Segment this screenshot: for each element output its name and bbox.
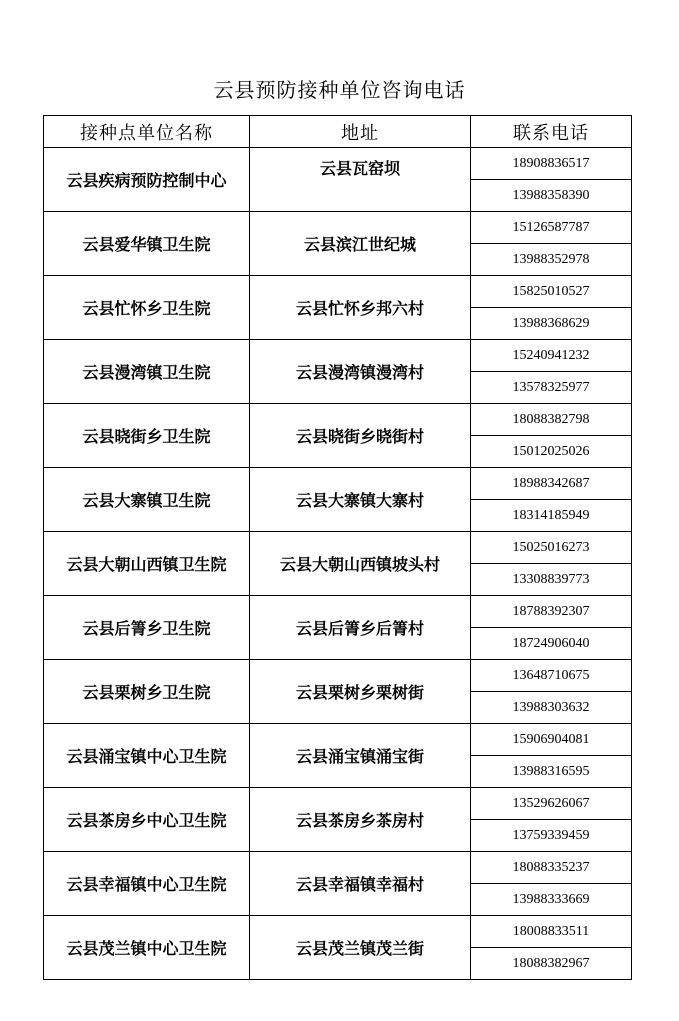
header-phone: 联系电话 [471, 116, 632, 148]
table-row [44, 596, 632, 628]
phone-cell: 15126587787 [471, 212, 632, 244]
unit-name-cell: 云县忙怀乡卫生院 [44, 276, 250, 340]
phone-cell: 18088382967 [471, 948, 632, 980]
phone-cell: 15825010527 [471, 276, 632, 308]
phone-cell: 13578325977 [471, 372, 632, 404]
phone-cell: 13988358390 [471, 180, 632, 212]
phone-cell: 13308839773 [471, 564, 632, 596]
unit-name-cell: 云县幸福镇中心卫生院 [44, 852, 250, 916]
phone-cell: 13988333669 [471, 884, 632, 916]
unit-name-cell: 云县茶房乡中心卫生院 [44, 788, 250, 852]
phone-cell: 13988368629 [471, 308, 632, 340]
address-cell: 云县后箐乡后箐村 [250, 596, 471, 660]
address-cell: 云县滨江世纪城 [250, 212, 471, 276]
phone-cell: 18988342687 [471, 468, 632, 500]
unit-name-cell: 云县晓街乡卫生院 [44, 404, 250, 468]
unit-name-cell: 云县疾病预防控制中心 [44, 148, 250, 212]
unit-name-cell: 云县后箐乡卫生院 [44, 596, 250, 660]
address-cell: 云县幸福镇幸福村 [250, 852, 471, 916]
address-cell: 云县栗树乡栗树街 [250, 660, 471, 724]
header-row [44, 116, 632, 148]
address-cell: 云县涌宝镇涌宝街 [250, 724, 471, 788]
document-title: 云县预防接种单位咨询电话 [213, 78, 466, 102]
address-cell: 云县忙怀乡邦六村 [250, 276, 471, 340]
table-row [44, 660, 632, 692]
header-address: 地址 [250, 116, 471, 148]
table-row [44, 404, 632, 436]
unit-name-cell: 云县漫湾镇卫生院 [44, 340, 250, 404]
table-row [44, 340, 632, 372]
phone-cell: 18908836517 [471, 148, 632, 180]
phone-cell: 15906904081 [471, 724, 632, 756]
phone-cell: 13529626067 [471, 788, 632, 820]
phone-cell: 18724906040 [471, 628, 632, 660]
phone-cell: 15240941232 [471, 340, 632, 372]
address-cell: 云县大寨镇大寨村 [250, 468, 471, 532]
address-cell: 云县瓦窑坝 [250, 148, 471, 212]
table-row [44, 852, 632, 884]
table-row [44, 532, 632, 564]
address-cell: 云县漫湾镇漫湾村 [250, 340, 471, 404]
address-cell: 云县晓街乡晓街村 [250, 404, 471, 468]
table-row [44, 212, 632, 244]
phone-cell: 13988352978 [471, 244, 632, 276]
table-row [44, 276, 632, 308]
contact-table [43, 115, 632, 980]
header-unit-name: 接种点单位名称 [44, 116, 250, 148]
address-cell: 云县大朝山西镇坡头村 [250, 532, 471, 596]
table-row [44, 788, 632, 820]
phone-cell: 15012025026 [471, 436, 632, 468]
table-row [44, 468, 632, 500]
phone-cell: 13988316595 [471, 756, 632, 788]
address-cell: 云县茂兰镇茂兰街 [250, 916, 471, 980]
table-row [44, 724, 632, 756]
phone-cell: 18088382798 [471, 404, 632, 436]
phone-cell: 13648710675 [471, 660, 632, 692]
unit-name-cell: 云县大朝山西镇卫生院 [44, 532, 250, 596]
unit-name-cell: 云县爱华镇卫生院 [44, 212, 250, 276]
phone-cell: 15025016273 [471, 532, 632, 564]
unit-name-cell: 云县涌宝镇中心卫生院 [44, 724, 250, 788]
phone-cell: 18788392307 [471, 596, 632, 628]
unit-name-cell: 云县大寨镇卫生院 [44, 468, 250, 532]
phone-cell: 13759339459 [471, 820, 632, 852]
phone-cell: 18008833511 [471, 916, 632, 948]
address-cell: 云县茶房乡茶房村 [250, 788, 471, 852]
table-row [44, 148, 632, 180]
table-row [44, 916, 632, 948]
unit-name-cell: 云县栗树乡卫生院 [44, 660, 250, 724]
phone-cell: 18088335237 [471, 852, 632, 884]
unit-name-cell: 云县茂兰镇中心卫生院 [44, 916, 250, 980]
phone-cell: 18314185949 [471, 500, 632, 532]
phone-cell: 13988303632 [471, 692, 632, 724]
